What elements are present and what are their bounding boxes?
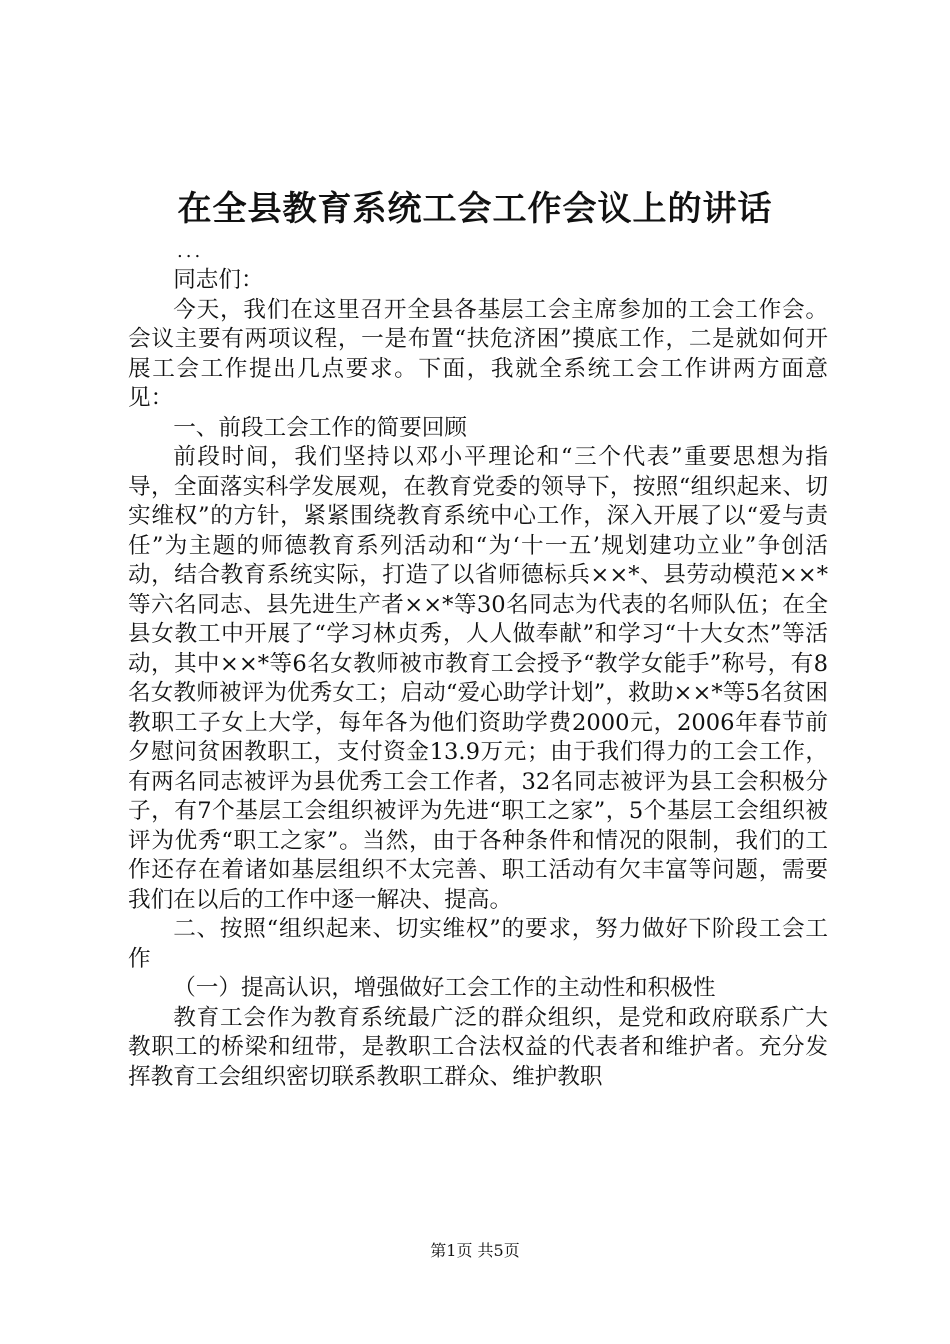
title-ellipsis: ... (177, 241, 204, 262)
paragraph-union-role: 教育工会作为教育系统最广泛的群众组织，是党和政府联系广大教职工的桥梁和纽带，是教职工合法权益的代表者和维护者。充分发挥教育工会组织密切联系教职工群众、维护教职 (128, 1004, 828, 1090)
document-title: 在全县教育系统工会工作会议上的讲话 (177, 189, 773, 229)
paragraph-review: 前段时间，我们坚持以邓小平理论和“三个代表”重要思想为指导，全面落实科学发展观，在教育党委的领导下，按照“组织起来、切实维权”的方针，紧紧围绕教育系统中心工作，深入开展了以“爱与责任”为主题的师德教育系列活动和“为‘十一五’规划建功立业”争创活动，结合教育系统实际，打造了以省师德标兵××*、县劳动模范××*等六名同志、县先进生产者××*等30名同志为代表的名师队伍；在全县女教工中开展了“学习林贞秀，人人做奉献”和学习“十大女杰”等活动，其中××*等6名女教师被市教育工会授予“教学女能手”称号，有8名女教师被评为优秀女工；启动“爱心助学计划”，救助××*等5名贫困教职工子女上大学，每年各为他们资助学费2000元，2006年春节前夕慰问贫困教职工，支付资金13.9万元；由于我们得力的工会工作，有两名同志被评为县优秀工会工作者，32名同志被评为县工会积极分子，有7个基层工会组织被评为先进“职工之家”，5个基层工会组织被评为优秀“职工之家”。当然，由于各种条件和情况的限制，我们的工作还存在着诸如基层组织不太完善、职工活动有欠丰富等问题，需要我们在以后的工作中逐一解决、提高。 (128, 444, 828, 913)
section-heading-1: 一、前段工会工作的简要回顾 (173, 414, 467, 441)
salutation: 同志们： (173, 267, 264, 293)
document-body (128, 266, 828, 1092)
section-heading-2: 二、按照“组织起来、切实维权”的要求，努力做好下阶段工会工作 (128, 916, 828, 972)
page-footer: 第1页 共5页 (430, 1241, 520, 1260)
paragraph-intro: 今天，我们在这里召开全县各基层工会主席参加的工会工作会。会议主要有两项议程，一是布置“扶危济困”摸底工作，二是就如何开展工会工作提出几点要求。下面，我就全系统工会工作讲两方面意见： (128, 296, 828, 411)
subsection-heading-1: （一）提高认识，增强做好工会工作的主动性和积极性 (173, 975, 716, 1001)
